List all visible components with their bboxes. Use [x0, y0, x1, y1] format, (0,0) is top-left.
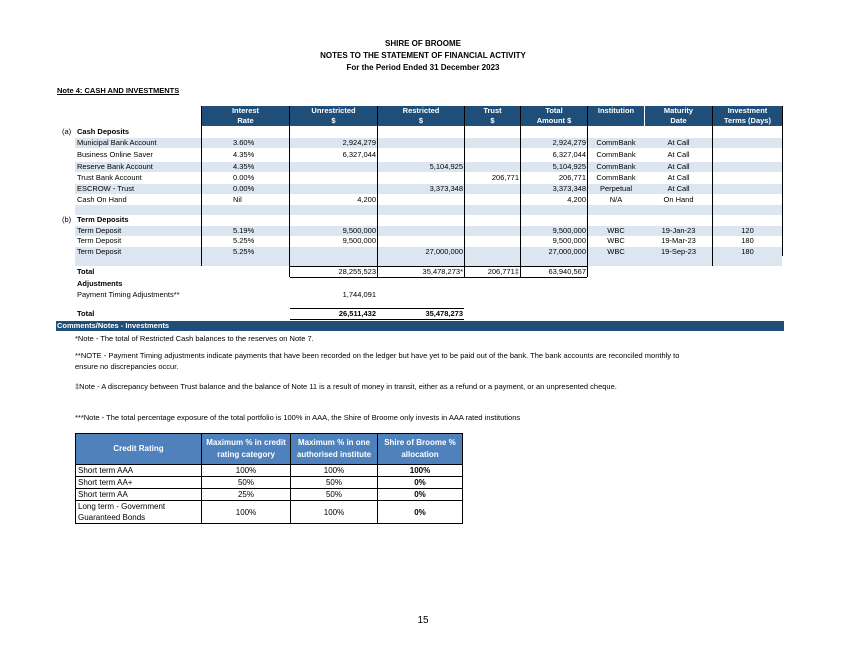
- section-b-marker: (b): [62, 215, 72, 224]
- comments-bar: Comments/Notes - Investments: [56, 321, 784, 331]
- adjustments-title: Adjustments: [77, 279, 123, 288]
- section-a-marker: (a): [62, 127, 72, 136]
- col-header-maturity: Maturity Date: [645, 106, 712, 126]
- col-header-unrestricted: Unrestricted $: [290, 106, 377, 126]
- note-payment-timing: **NOTE - Payment Timing adjustments indicate payments that have been recorded on the ledger but have yet to be paid out of the bank. The bank accounts are reconciled monthly to: [75, 351, 680, 360]
- note-title: Note 4: CASH AND INVESTMENTS: [57, 86, 180, 95]
- col-header-restricted: Restricted $: [378, 106, 464, 126]
- credit-rating-table: [75, 433, 463, 524]
- col-header-trust: Trust $: [465, 106, 520, 126]
- credit-header: Credit Rating: [76, 434, 202, 465]
- page-number: 15: [417, 615, 429, 626]
- note-restricted: *Note - The total of Restricted Cash balances to the reserves on Note 7.: [75, 334, 314, 343]
- table-row: Short term AA+ 50% 50% 0%: [76, 477, 463, 489]
- table-row: Short term AAA 100% 100% 100%: [76, 465, 463, 477]
- col-header-investment-terms: Investment Terms (Days): [713, 106, 782, 126]
- note-payment-timing-cont: ensure no discrepancies occur.: [75, 362, 179, 371]
- credit-header: Shire of Broome % allocation: [378, 434, 463, 465]
- credit-header: Maximum % in credit rating category: [202, 434, 291, 465]
- section-b-title: Term Deposits: [77, 215, 129, 224]
- note-trust-discrepancy: ‡Note - A discrepancy between Trust balance and the balance of Note 11 is a result of money in transit, either as a refund or a payment, or an unpresented cheque.: [75, 382, 617, 391]
- report-title: NOTES TO THE STATEMENT OF FINANCIAL ACTIVITY: [320, 51, 526, 60]
- section-a-title: Cash Deposits: [77, 127, 130, 136]
- table-row: Short term AA 25% 50% 0%: [76, 489, 463, 501]
- note-portfolio-exposure: ***Note - The total percentage exposure of the total portfolio is 100% in AAA, the Shire of Broome only invests in AAA rated institutions: [75, 413, 521, 422]
- credit-header: Maximum % in one authorised institute: [291, 434, 378, 465]
- report-period: For the Period Ended 31 December 2023: [346, 63, 500, 72]
- org-title: SHIRE OF BROOME: [384, 39, 461, 48]
- col-header-institution: Institution: [588, 106, 644, 126]
- table-row: Long term - Government Guaranteed Bonds 100% 100% 0%: [76, 501, 463, 524]
- col-header-total: Total Amount $: [521, 106, 587, 126]
- col-header-interest-rate: Interest Rate: [202, 106, 289, 126]
